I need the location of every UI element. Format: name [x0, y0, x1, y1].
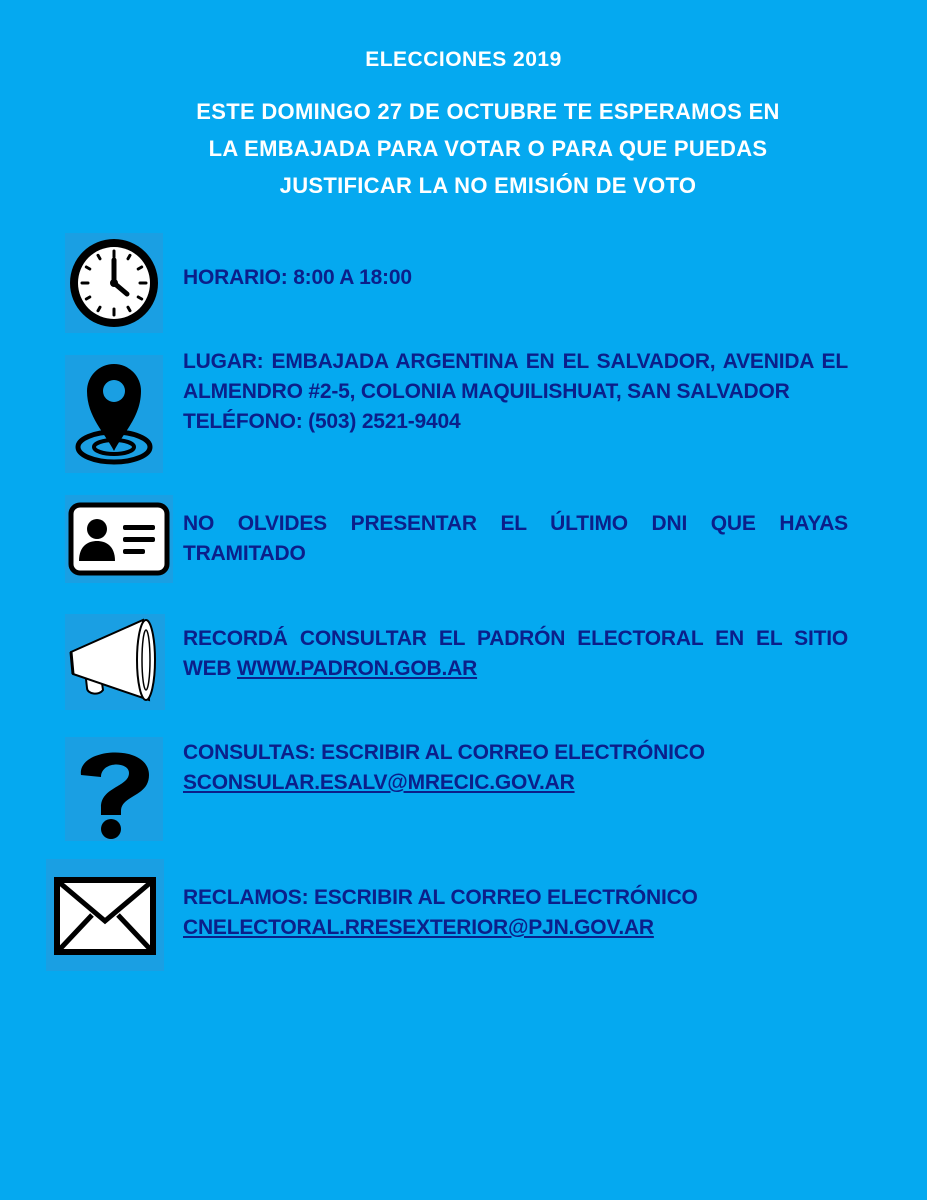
page-subtitle: [120, 93, 856, 204]
horario-text: HORARIO: 8:00 A 18:00: [183, 266, 412, 289]
question-mark-icon: [65, 737, 163, 841]
consultas-email-link[interactable]: SCONSULAR.ESALV@MRECIC.GOV.AR: [183, 771, 575, 794]
consultas-block: [183, 738, 848, 798]
padron-link[interactable]: WWW.PADRON.GOB.AR: [237, 657, 478, 680]
dni-text: NO OLVIDES PRESENTAR EL ÚLTIMO DNI QUE HAYAS TRAMITADO: [183, 512, 848, 565]
subtitle-line: ESTE DOMINGO 27 DE OCTUBRE TE ESPERAMOS EN: [196, 99, 780, 124]
location-pin-icon: [65, 355, 163, 473]
lugar-block: [183, 347, 848, 437]
reclamos-email-link[interactable]: CNELECTORAL.RRESEXTERIOR@PJN.GOV.AR: [183, 916, 654, 939]
padron-label: RECORDÁ CONSULTAR EL PADRÓN ELECTORAL EN EL SITIO WEB: [183, 627, 848, 680]
lugar-text: LUGAR: EMBAJADA ARGENTINA EN EL SALVADOR, AVENIDA EL ALMENDRO #2-5, COLONIA MAQUILISHUAT, SAN SALVADOR: [183, 350, 848, 403]
megaphone-icon: [65, 614, 165, 710]
consultas-text: CONSULTAS: ESCRIBIR AL CORREO ELECTRÓNICO: [183, 741, 705, 764]
page-title: ELECCIONES 2019: [365, 48, 562, 71]
telefono-text: TELÉFONO: (503) 2521-9404: [183, 410, 461, 433]
id-card-icon: [65, 495, 173, 583]
reclamos-text: RECLAMOS: ESCRIBIR AL CORREO ELECTRÓNICO: [183, 886, 698, 909]
padron-text: [183, 624, 848, 684]
subtitle-line: JUSTIFICAR LA NO EMISIÓN DE VOTO: [279, 173, 697, 198]
clock-icon: [65, 233, 163, 333]
envelope-icon: [46, 859, 164, 971]
reclamos-block: [183, 883, 848, 943]
subtitle-line: LA EMBAJADA PARA VOTAR O PARA QUE PUEDAS: [208, 136, 768, 161]
